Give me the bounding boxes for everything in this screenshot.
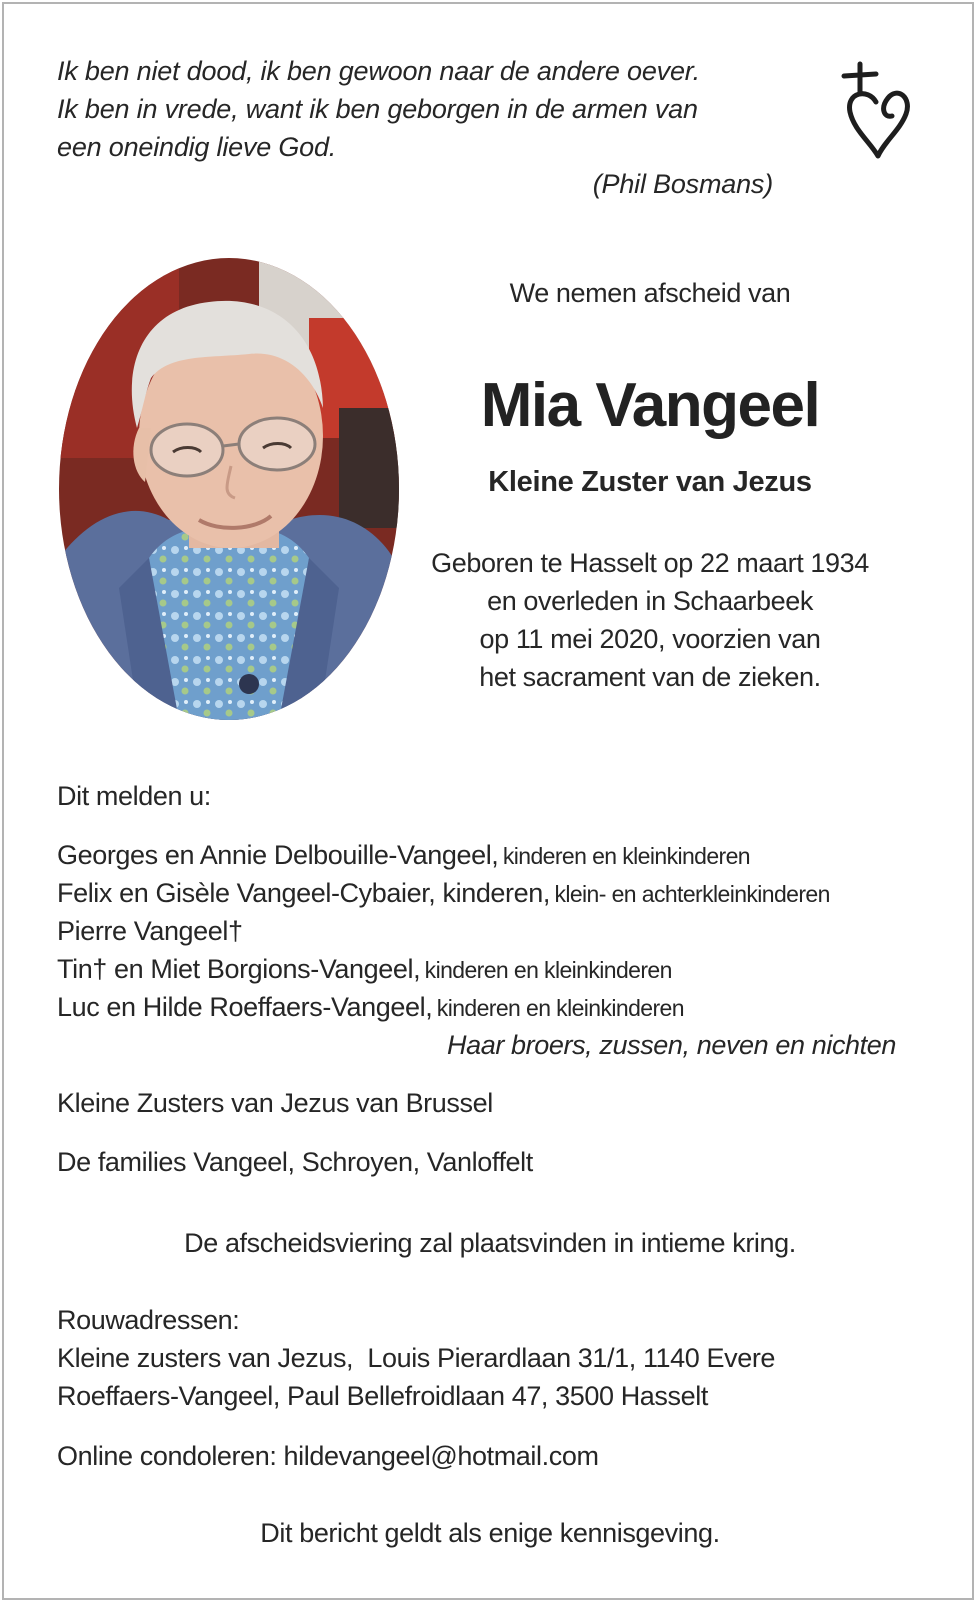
family-row [57, 992, 684, 1023]
deceased-name: Mia Vangeel [480, 371, 820, 440]
family-relation: kinderen en kleinkinderen [436, 995, 684, 1021]
family-name: Felix en Gisèle Vangeel-Cybaier, kinderen, [57, 878, 550, 908]
quote-line-1: Ik ben niet dood, ik ben gewoon naar de andere oever. [57, 56, 700, 86]
address-line-2: Roeffaers-Vangeel, Paul Bellefroidlaan 47, 3500 Hasselt [57, 1381, 708, 1411]
notice-line: Dit bericht geldt als enige kennisgeving. [260, 1518, 720, 1548]
announce-label: Dit melden u: [57, 781, 211, 811]
birth-death-line-1: Geboren te Hasselt op 22 maart 1934 [431, 548, 869, 578]
birth-death-line-2: en overleden in Schaarbeek [487, 586, 813, 616]
birth-death-line-4: het sacrament van de zieken. [479, 662, 821, 692]
family-row [57, 878, 830, 909]
ceremony-line: De afscheidsviering zal plaatsvinden in intieme kring. [184, 1228, 796, 1258]
address-line-1: Kleine zusters van Jezus, Louis Pierardlaan 31/1, 1140 Evere [57, 1343, 776, 1373]
cross-heart-icon [840, 58, 920, 164]
family-relation: kinderen en kleinkinderen [502, 843, 750, 869]
family-name: Georges en Annie Delbouille-Vangeel, [57, 840, 499, 870]
quote-line-3: een oneindig lieve God. [57, 132, 337, 162]
family-relation: kinderen en kleinkinderen [424, 957, 672, 983]
birth-death-line-3: op 11 mei 2020, voorzien van [479, 624, 821, 654]
families-line: De families Vangeel, Schroyen, Vanloffelt [57, 1147, 533, 1177]
family-name: Luc en Hilde Roeffaers-Vangeel, [57, 992, 433, 1022]
family-name: Pierre Vangeel† [57, 916, 243, 946]
family-row [57, 954, 672, 985]
intro-text: We nemen afscheid van [509, 278, 791, 308]
family-row [57, 916, 243, 947]
deceased-subtitle: Kleine Zuster van Jezus [488, 466, 812, 498]
addresses-label: Rouwadressen: [57, 1305, 240, 1335]
siblings-line: Haar broers, zussen, neven en nichten [447, 1030, 896, 1060]
community-line: Kleine Zusters van Jezus van Brussel [57, 1088, 493, 1118]
quote-author: (Phil Bosmans) [592, 169, 773, 199]
portrait-photo [59, 258, 399, 720]
family-name: Tin† en Miet Borgions-Vangeel, [57, 954, 421, 984]
online-condolence-line: Online condoleren: hildevangeel@hotmail.com [57, 1441, 599, 1471]
family-relation: klein- en achterkleinkinderen [554, 881, 830, 907]
family-row [57, 840, 750, 871]
quote-line-2: Ik ben in vrede, want ik ben geborgen in de armen van [57, 94, 698, 124]
